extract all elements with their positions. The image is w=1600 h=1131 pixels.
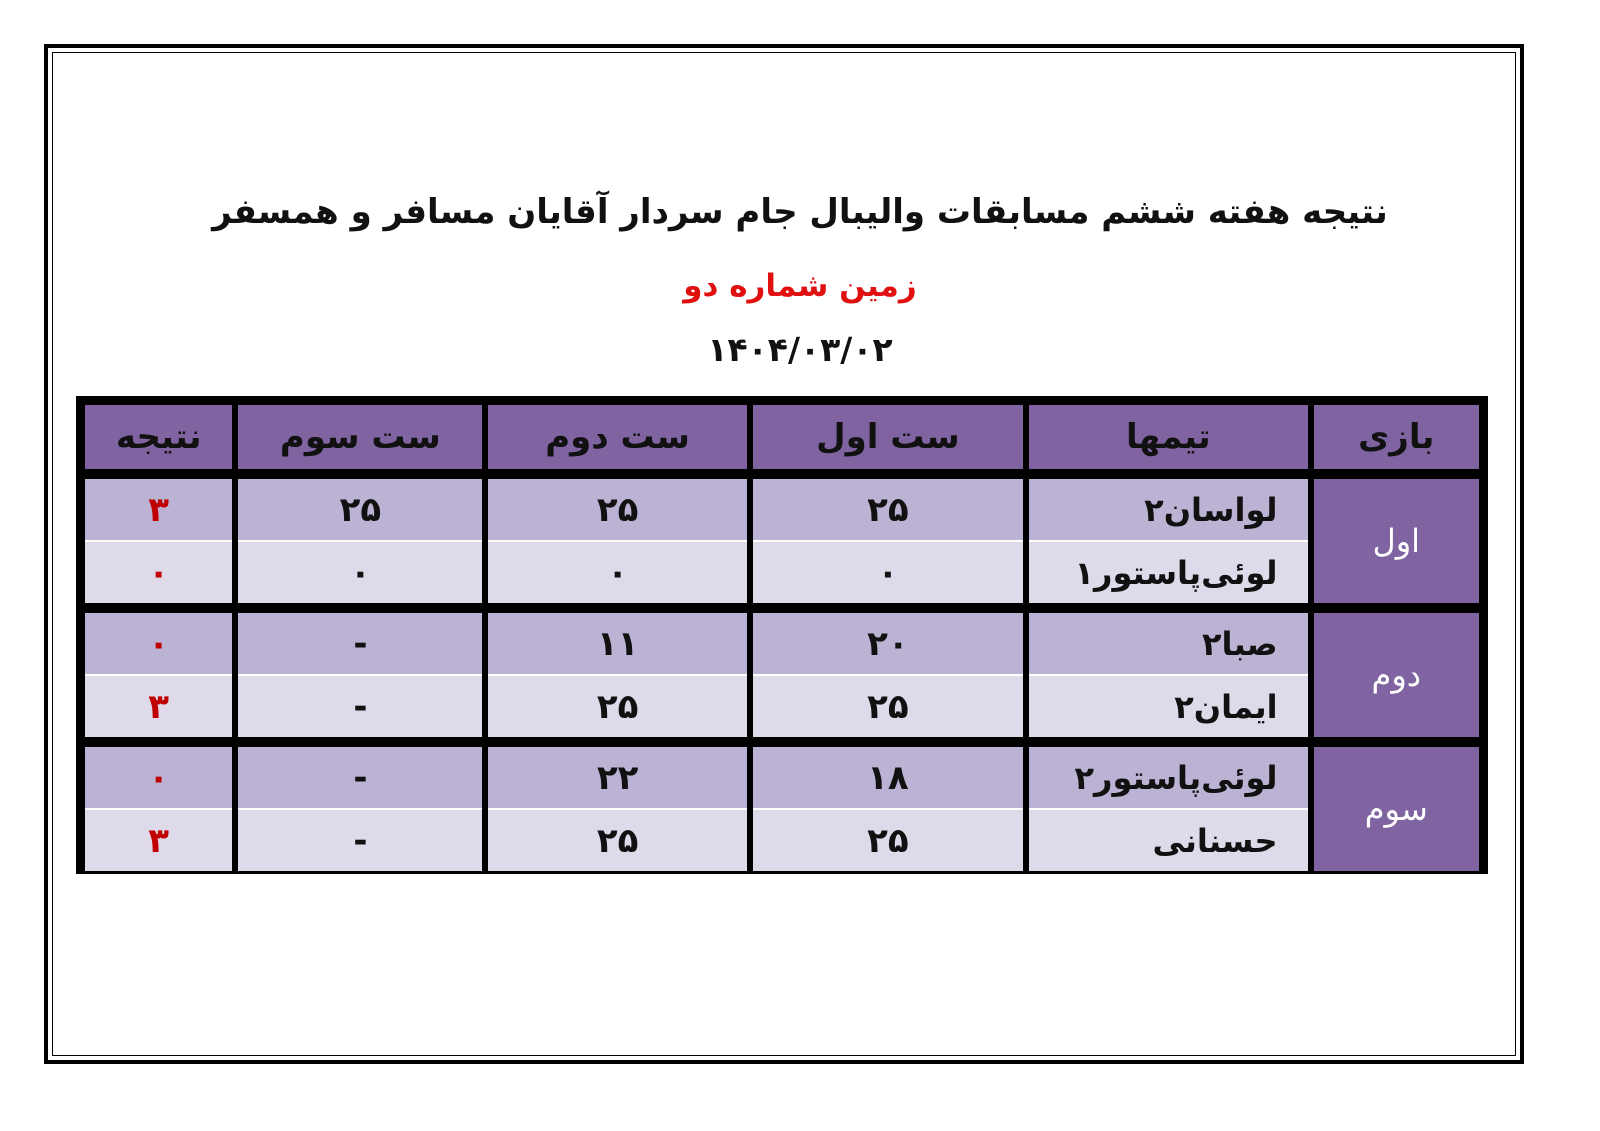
set2-score: ۲۵: [488, 479, 746, 542]
column-header-set1: ست اول: [753, 405, 1023, 469]
match-result: ۳: [85, 479, 232, 542]
match-date: ۱۴۰۴/۰۳/۰۲: [707, 330, 893, 369]
set2-score: ۱۱: [488, 613, 746, 676]
table-row: [85, 747, 1479, 810]
page-title: نتیجه هفته ششم مسابقات والیبال جام سردار آقایان مسافر و همسفر: [212, 192, 1388, 232]
column-header-game: بازی: [1314, 405, 1479, 469]
game-label: دوم: [1314, 613, 1479, 737]
game-label: اول: [1314, 479, 1479, 603]
set2-score: ۲۵: [488, 810, 746, 871]
table-row: [85, 479, 1479, 542]
table-header-row: [85, 405, 1479, 469]
set3-score: -: [238, 810, 482, 871]
team-name: حسنانی: [1029, 810, 1307, 871]
set3-score: -: [238, 676, 482, 737]
match-result: ۰: [85, 542, 232, 603]
column-header-set2: ست دوم: [488, 405, 746, 469]
set1-score: ۲۰: [753, 613, 1023, 676]
set3-score: -: [238, 747, 482, 810]
match-result: ۳: [85, 676, 232, 737]
team-name: لوئی‌پاستور۱: [1029, 542, 1307, 603]
set1-score: ۲۵: [753, 479, 1023, 542]
table-row: [85, 542, 1479, 603]
set3-score: ۲۵: [238, 479, 482, 542]
match-result: ۳: [85, 810, 232, 871]
set1-score: ۰: [753, 542, 1023, 603]
court-subtitle: زمین شماره دو: [683, 268, 917, 304]
team-name: لواسان۲: [1029, 479, 1307, 542]
set1-score: ۲۵: [753, 810, 1023, 871]
table-row: [85, 613, 1479, 676]
set2-score: ۲۵: [488, 676, 746, 737]
set1-score: ۲۵: [753, 676, 1023, 737]
match-result: ۰: [85, 613, 232, 676]
column-header-result: نتیجه: [85, 405, 232, 469]
set1-score: ۱۸: [753, 747, 1023, 810]
match-result: ۰: [85, 747, 232, 810]
set3-score: ۰: [238, 542, 482, 603]
team-name: ایمان۲: [1029, 676, 1307, 737]
team-name: لوئی‌پاستور۲: [1029, 747, 1307, 810]
table-row: [85, 810, 1479, 871]
team-name: صبا۲: [1029, 613, 1307, 676]
set2-score: ۰: [488, 542, 746, 603]
results-table: [76, 396, 1488, 874]
set3-score: -: [238, 613, 482, 676]
game-label: سوم: [1314, 747, 1479, 871]
column-header-set3: ست سوم: [238, 405, 482, 469]
column-header-teams: تیمها: [1029, 405, 1307, 469]
set2-score: ۲۲: [488, 747, 746, 810]
table-row: [85, 676, 1479, 737]
